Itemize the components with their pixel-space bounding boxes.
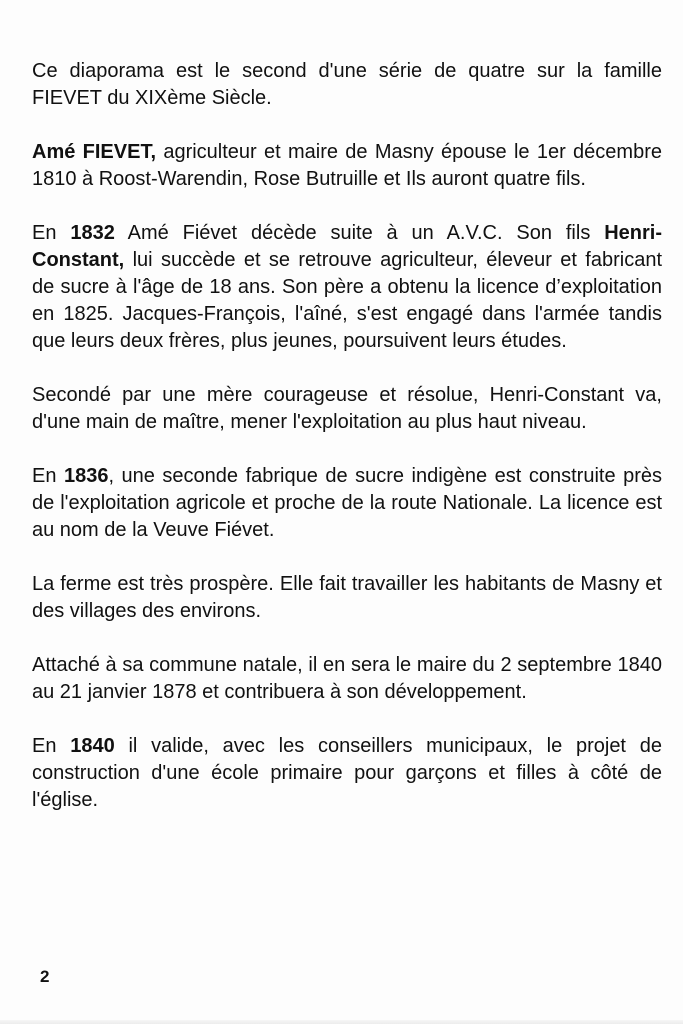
paragraph-maire (32, 652, 662, 706)
paragraph-text: Ce diaporama est le second d'une série de quatre sur la famille FIEVET du XIXème Siècle. (32, 60, 662, 109)
paragraph-ferme (32, 571, 662, 625)
paragraph-text: La ferme est très prospère. Elle fait travailler les habitants de Masny et des villages des environs. (32, 573, 662, 622)
paragraph-text: agriculteur et maire de Masny épouse le 1er décembre 1810 à Roost-Warendin, Rose Butruille et Ils auront quatre fils. (32, 141, 662, 190)
paragraph-text: il valide, avec les conseillers municipaux, le projet de construction d'une école primaire pour garçons et filles à côté de l'église. (32, 735, 662, 811)
paragraph-text: , une seconde fabrique de sucre indigène est construite près de l'exploitation agricole et proche de la route Nationale. La licence est au nom de la Veuve Fiévet. (32, 465, 662, 541)
paragraph-1836 (32, 463, 662, 544)
page-number: 2 (40, 967, 50, 986)
paragraph-intro (32, 58, 662, 112)
bold-name: Henri-Constant, (32, 222, 662, 271)
scan-edge-divider (0, 1020, 683, 1024)
paragraph-text: En (32, 465, 64, 487)
document-body (32, 58, 662, 841)
paragraph-1840 (32, 733, 662, 814)
bold-name: Amé FIEVET, (32, 141, 157, 163)
paragraph-text: Attaché à sa commune natale, il en sera le maire du 2 septembre 1840 au 21 janvier 1878 et contribuera à son développement. (32, 654, 662, 703)
paragraph-seconde (32, 382, 662, 436)
paragraph-text: Amé Fiévet décède suite à un A.V.C. Son fils (114, 222, 605, 244)
bold-year: 1832 (70, 222, 115, 244)
paragraph-text: Secondé par une mère courageuse et résolue, Henri-Constant va, d'une main de maître, mener l'exploitation au plus haut niveau. (32, 384, 662, 433)
paragraph-ame-fievet (32, 139, 662, 193)
paragraph-text: En (32, 222, 71, 244)
paragraph-text: En (32, 735, 71, 757)
paragraph-text: lui succède et se retrouve agriculteur, éleveur et fabricant de sucre à l'âge de 18 ans. Son père a obtenu la licence d’exploitation en 1825. Jacques-François, l'aîné, s'est engagé dans l'armée tandis que leurs deux frères, plus jeunes, poursuivent leurs études. (32, 249, 662, 352)
bold-year: 1840 (70, 735, 115, 757)
bold-year: 1836 (63, 465, 109, 487)
paragraph-1832 (32, 220, 662, 355)
